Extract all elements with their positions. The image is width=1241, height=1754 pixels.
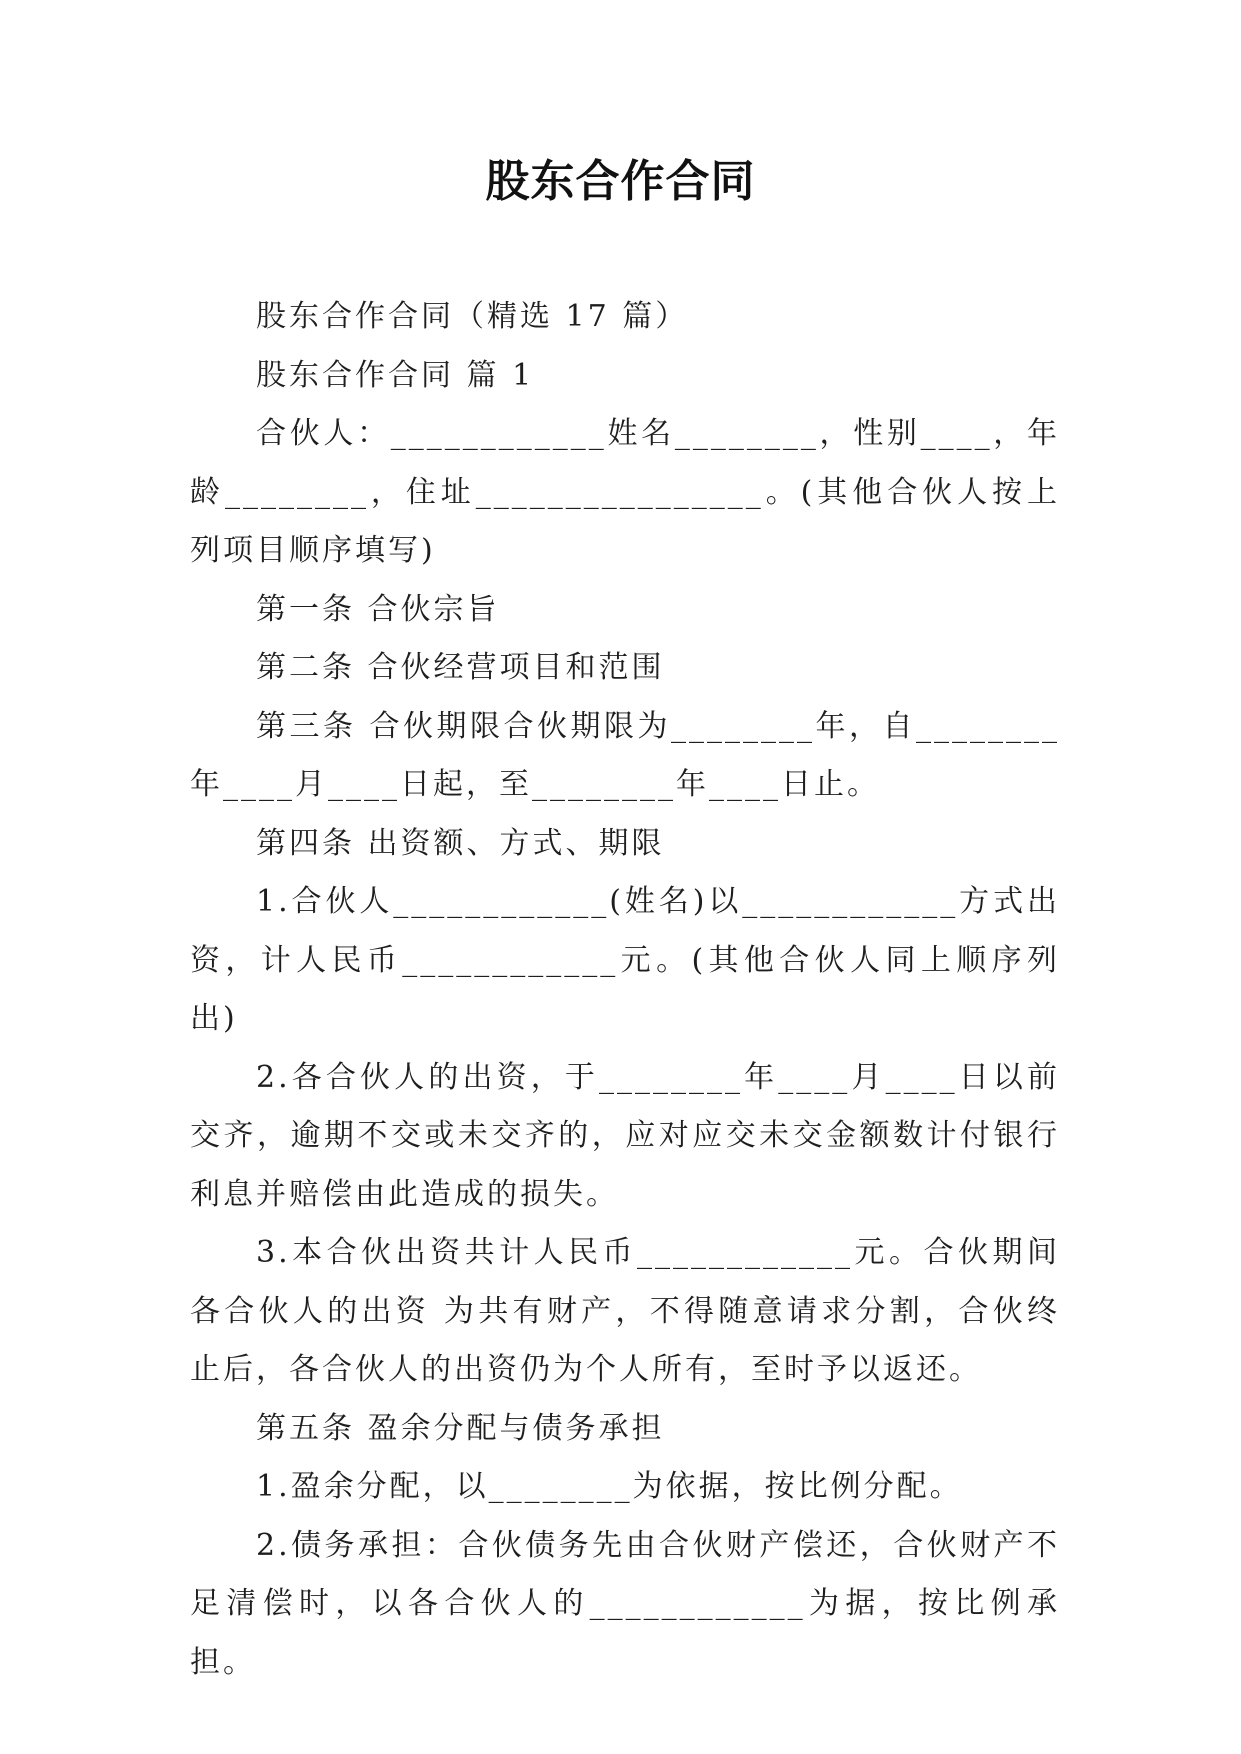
paragraph-article-4: 第四条 出资额、方式、期限 — [256, 825, 665, 861]
paragraph-article-4-item-1: 1.合伙人____________(姓名)以____________方式出资，计人民币____________元。(其他合伙人同上顺序列出) — [190, 884, 1060, 1036]
paragraph-article-5: 第五条 盈余分配与债务承担 — [256, 1410, 665, 1446]
paragraph-section-heading: 股东合作合同 篇 1 — [256, 357, 535, 393]
paragraph-article-4-item-3: 3.本合伙出资共计人民币____________元。合伙期间各合伙人的出资 为共有财产，不得随意请求分割，合伙终止后，各合伙人的出资仍为个人所有，至时予以返还。 — [190, 1235, 1060, 1387]
paragraph-subtitle: 股东合作合同（精选 17 篇） — [256, 299, 689, 334]
paragraph-article-4-item-2: 2.各合伙人的出资，于________年____月____日以前交齐，逾期不交或未交齐的，应对应交未交金额数计付银行利息并赔偿由此造成的损失。 — [190, 1059, 1060, 1212]
paragraph-partner-info: 合伙人：____________姓名________，性别____，年龄________，住址________________。(其他合伙人按上列项目顺序填写) — [190, 416, 1060, 568]
document-title: 股东合作合同 — [485, 156, 756, 207]
paragraph-article-3: 第三条 合伙期限合伙期限为________年，自________年____月____日起，至________年____日止。 — [190, 708, 1060, 802]
paragraph-article-1: 第一条 合伙宗旨 — [256, 591, 500, 627]
paragraph-article-5-item-2: 2.债务承担：合伙债务先由合伙财产偿还，合伙财产不足清偿时，以各合伙人的____________为据，按比例承担。 — [190, 1527, 1060, 1680]
document-body — [190, 288, 1060, 1692]
paragraph-article-2: 第二条 合伙经营项目和范围 — [256, 650, 665, 685]
paragraph-article-5-item-1: 1.盈余分配，以________为依据，按比例分配。 — [256, 1469, 963, 1504]
